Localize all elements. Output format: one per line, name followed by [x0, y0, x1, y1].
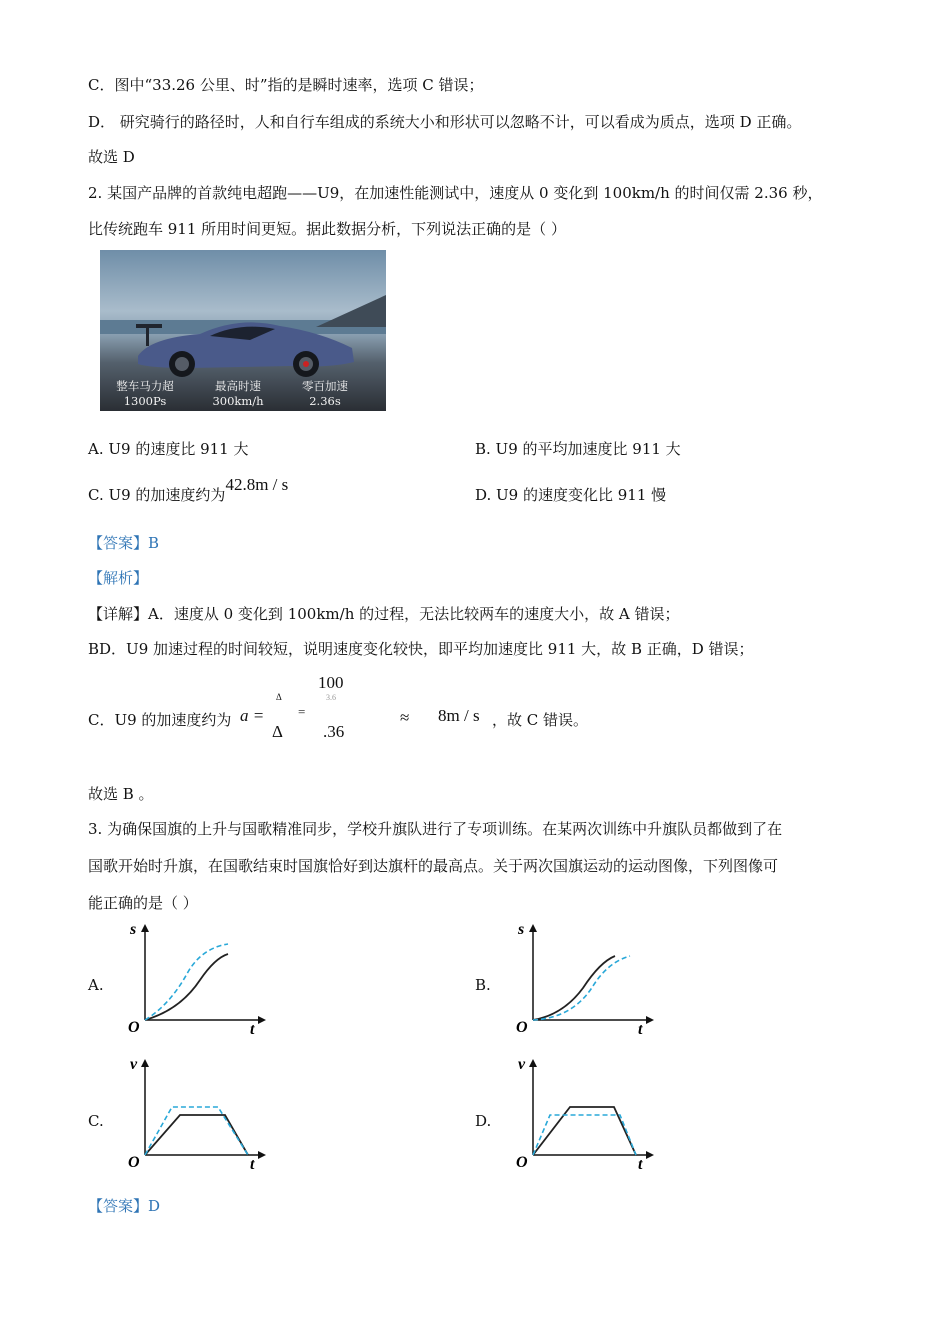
q2-detail-bd: BD．U9 加速过程的时间较短，说明速度变化较快，即平均加速度比 911 大，故 B 正确，D 错误； — [88, 640, 754, 658]
formula-equals: = — [298, 704, 306, 719]
solid-line — [145, 1115, 248, 1155]
spec-horsepower-label: 整车马力超 — [116, 379, 174, 393]
q2-stem-line-1: 2. 某国产品牌的首款纯电超跑——U9，在加速性能测试中，速度从 0 变化到 100km/h 的时间仅需 2.36 秒， — [88, 184, 823, 202]
origin-label: O — [516, 1154, 528, 1171]
spec-acceleration-label: 零百加速 — [302, 379, 348, 393]
prev-choose-line: 故选 D — [88, 148, 135, 166]
formula-a-equals: a = — [240, 706, 265, 725]
q2-option-c-text: C. U9 的加速度约为 — [88, 486, 226, 504]
spec-acceleration-value: 2.36s — [309, 394, 341, 408]
prev-option-c-explanation: C．图中“33.26 公里、时”指的是瞬时速率，选项 C 错误； — [88, 76, 484, 94]
sports-car-photo — [100, 250, 386, 411]
x-axis-label: t — [638, 1156, 643, 1173]
q3-option-d-label: D. — [475, 1112, 492, 1130]
origin-label: O — [128, 1019, 140, 1036]
origin-label: O — [128, 1154, 140, 1171]
q3-graph-a — [120, 920, 270, 1040]
q2-option-a: A. U9 的速度比 911 大 — [88, 440, 249, 458]
y-axis-label: s — [518, 921, 525, 938]
q2-detail-tag: 【详解】 — [88, 605, 149, 623]
q2-option-d: D. U9 的速度变化比 911 慢 — [475, 486, 667, 504]
q2-detail-a-text: A．速度从 0 变化到 100km/h 的过程，无法比较两车的速度大小，故 A 错误； — [148, 605, 680, 623]
formula-numerator: 100 — [318, 673, 344, 692]
solid-curve — [145, 954, 228, 1020]
q3-option-b-label: B. — [475, 976, 491, 994]
sports-car-icon — [130, 308, 360, 378]
x-axis-label: t — [250, 1156, 255, 1173]
q2-detail-a — [88, 603, 680, 625]
y-axis-label: v — [518, 1056, 526, 1073]
dashed-curve — [533, 956, 630, 1020]
formula-numerator-sub: 3.6 — [326, 693, 336, 702]
x-axis-arrow-icon — [258, 1151, 266, 1159]
q3-stem-line-1: 3. 为确保国旗的上升与国歌精准同步，学校升旗队进行了专项训练。在某两次训练中升旗队员都做到了在 — [88, 820, 783, 838]
spec-horsepower-value: 1300Ps — [123, 394, 167, 408]
q3-stem-line-2: 国歌开始时升旗，在国歌结束时国旗恰好到达旗杆的最高点。关于两次国旗运动的运动图像，下列图像可 — [88, 857, 779, 875]
q2-option-c — [88, 475, 289, 505]
dashed-curve — [145, 944, 228, 1020]
x-axis-arrow-icon — [646, 1151, 654, 1159]
q3-option-a-label: A. — [88, 976, 104, 994]
x-axis-label: t — [250, 1021, 255, 1038]
y-axis-arrow-icon — [529, 1059, 537, 1067]
y-axis-label: v — [130, 1056, 138, 1073]
q2-choose-line: 故选 B 。 — [88, 785, 154, 803]
y-axis-label: s — [130, 921, 137, 938]
prev-option-d-explanation: D． 研究骑行的路径时，人和自行车组成的系统大小和形状可以忽略不计，可以看成为质点，选项 D 正确。 — [88, 113, 802, 131]
q3-graph-b — [508, 920, 658, 1040]
formula-result: 8m / s — [438, 706, 480, 725]
spec-top-speed-value: 300km/h — [212, 394, 264, 408]
solid-line — [533, 1107, 636, 1155]
q2-analysis-heading: 【解析】 — [88, 569, 149, 587]
x-axis-arrow-icon — [646, 1016, 654, 1024]
q2-option-c-value: 42.8m / s — [225, 475, 289, 494]
q3-stem-line-3: 能正确的是（ ） — [88, 894, 198, 912]
origin-label: O — [516, 1019, 528, 1036]
x-axis-arrow-icon — [258, 1016, 266, 1024]
y-axis-arrow-icon — [141, 924, 149, 932]
spec-top-speed — [193, 379, 283, 409]
formula-denominator: .36 — [323, 722, 345, 741]
spec-acceleration — [280, 379, 370, 409]
q3-answer: 【答案】D — [88, 1197, 161, 1215]
spec-horsepower — [100, 379, 190, 409]
q2-stem-line-2: 比传统跑车 911 所用时间更短。据此数据分析，下列说法正确的是（ ） — [88, 220, 566, 238]
q2-detail-c-prefix: C．U9 的加速度约为 — [88, 711, 232, 729]
q3-option-c-label: C. — [88, 1112, 104, 1130]
solid-curve — [533, 956, 615, 1020]
q3-graph-d — [508, 1055, 658, 1175]
q2-answer: 【答案】B — [88, 534, 160, 552]
x-axis-label: t — [638, 1021, 643, 1038]
y-axis-arrow-icon — [141, 1059, 149, 1067]
q3-graph-c — [120, 1055, 270, 1175]
spec-top-speed-label: 最高时速 — [215, 379, 261, 393]
formula-delta-bottom: Δ — [272, 722, 283, 741]
y-axis-arrow-icon — [529, 924, 537, 932]
q2-option-b: B. U9 的平均加速度比 911 大 — [475, 440, 681, 458]
formula-approx: ≈ — [400, 708, 410, 727]
q2-detail-c-suffix: ，故 C 错误。 — [492, 711, 589, 729]
formula-delta-top: Δ — [276, 692, 282, 702]
